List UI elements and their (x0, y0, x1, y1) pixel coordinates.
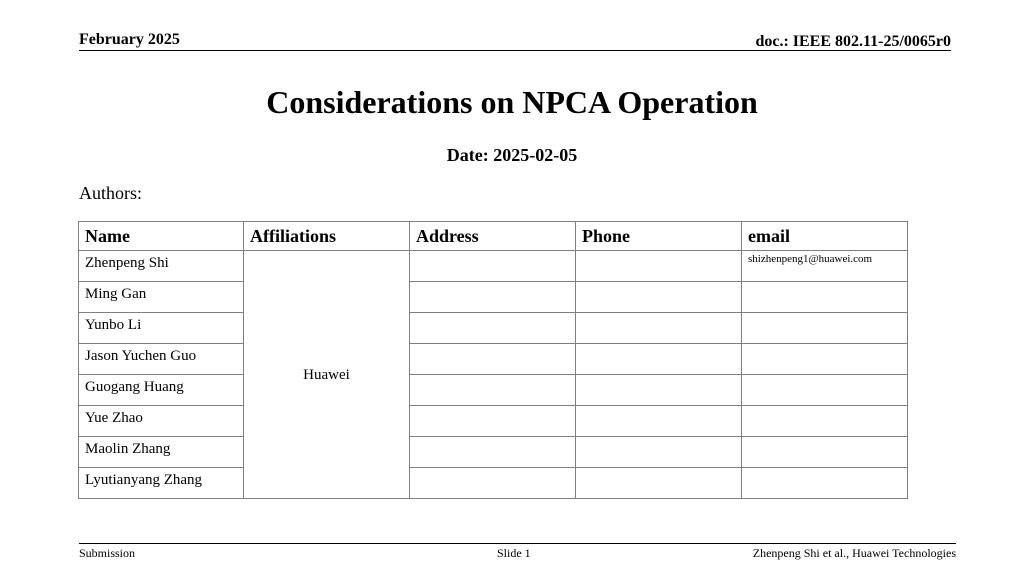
author-email: shizhenpeng1@huawei.com (742, 251, 908, 282)
author-email (742, 313, 908, 344)
author-phone (576, 437, 742, 468)
author-phone (576, 251, 742, 282)
header-divider (79, 50, 951, 51)
author-email (742, 437, 908, 468)
author-name: Ming Gan (79, 282, 244, 313)
table-row (79, 344, 908, 375)
author-name: Yue Zhao (79, 406, 244, 437)
author-phone (576, 406, 742, 437)
author-name: Jason Yuchen Guo (79, 344, 244, 375)
table-row (79, 437, 908, 468)
author-name: Zhenpeng Shi (79, 251, 244, 282)
author-address (410, 282, 576, 313)
author-email (742, 282, 908, 313)
table-row (79, 406, 908, 437)
author-phone (576, 344, 742, 375)
author-phone (576, 313, 742, 344)
footer-submission: Submission (79, 546, 136, 560)
footer-divider (79, 543, 956, 544)
author-email (742, 344, 908, 375)
author-address (410, 344, 576, 375)
slide-date: Date: 2025-02-05 (446, 145, 578, 165)
author-email (742, 468, 908, 499)
author-name: Maolin Zhang (79, 437, 244, 468)
column-header-phone: Phone (576, 222, 742, 251)
table-row (79, 313, 908, 344)
authors-label: Authors: (79, 183, 142, 203)
footer-slide-number: Slide 1 (497, 546, 531, 560)
table-row (79, 375, 908, 406)
affiliation-cell: Huawei (244, 251, 410, 499)
author-name: Guogang Huang (79, 375, 244, 406)
author-address (410, 251, 576, 282)
authors-table (78, 221, 908, 499)
column-header-name: Name (79, 222, 244, 251)
column-header-email: email (742, 222, 908, 251)
author-address (410, 437, 576, 468)
author-email (742, 406, 908, 437)
author-phone (576, 468, 742, 499)
table-row (79, 251, 908, 282)
table-header-row (79, 222, 908, 251)
author-phone (576, 282, 742, 313)
author-phone (576, 375, 742, 406)
column-header-affiliations: Affiliations (244, 222, 410, 251)
author-address (410, 406, 576, 437)
column-header-address: Address (410, 222, 576, 251)
author-address (410, 375, 576, 406)
table-row (79, 468, 908, 499)
header-date: February 2025 (79, 31, 180, 48)
author-address (410, 468, 576, 499)
author-email (742, 375, 908, 406)
table-row (79, 282, 908, 313)
author-name: Yunbo Li (79, 313, 244, 344)
author-address (410, 313, 576, 344)
footer-authors: Zhenpeng Shi et al., Huawei Technologies (752, 546, 956, 560)
author-name: Lyutianyang Zhang (79, 468, 244, 499)
header-doc-id: doc.: IEEE 802.11-25/0065r0 (755, 33, 951, 50)
slide-title: Considerations on NPCA Operation (266, 84, 758, 120)
